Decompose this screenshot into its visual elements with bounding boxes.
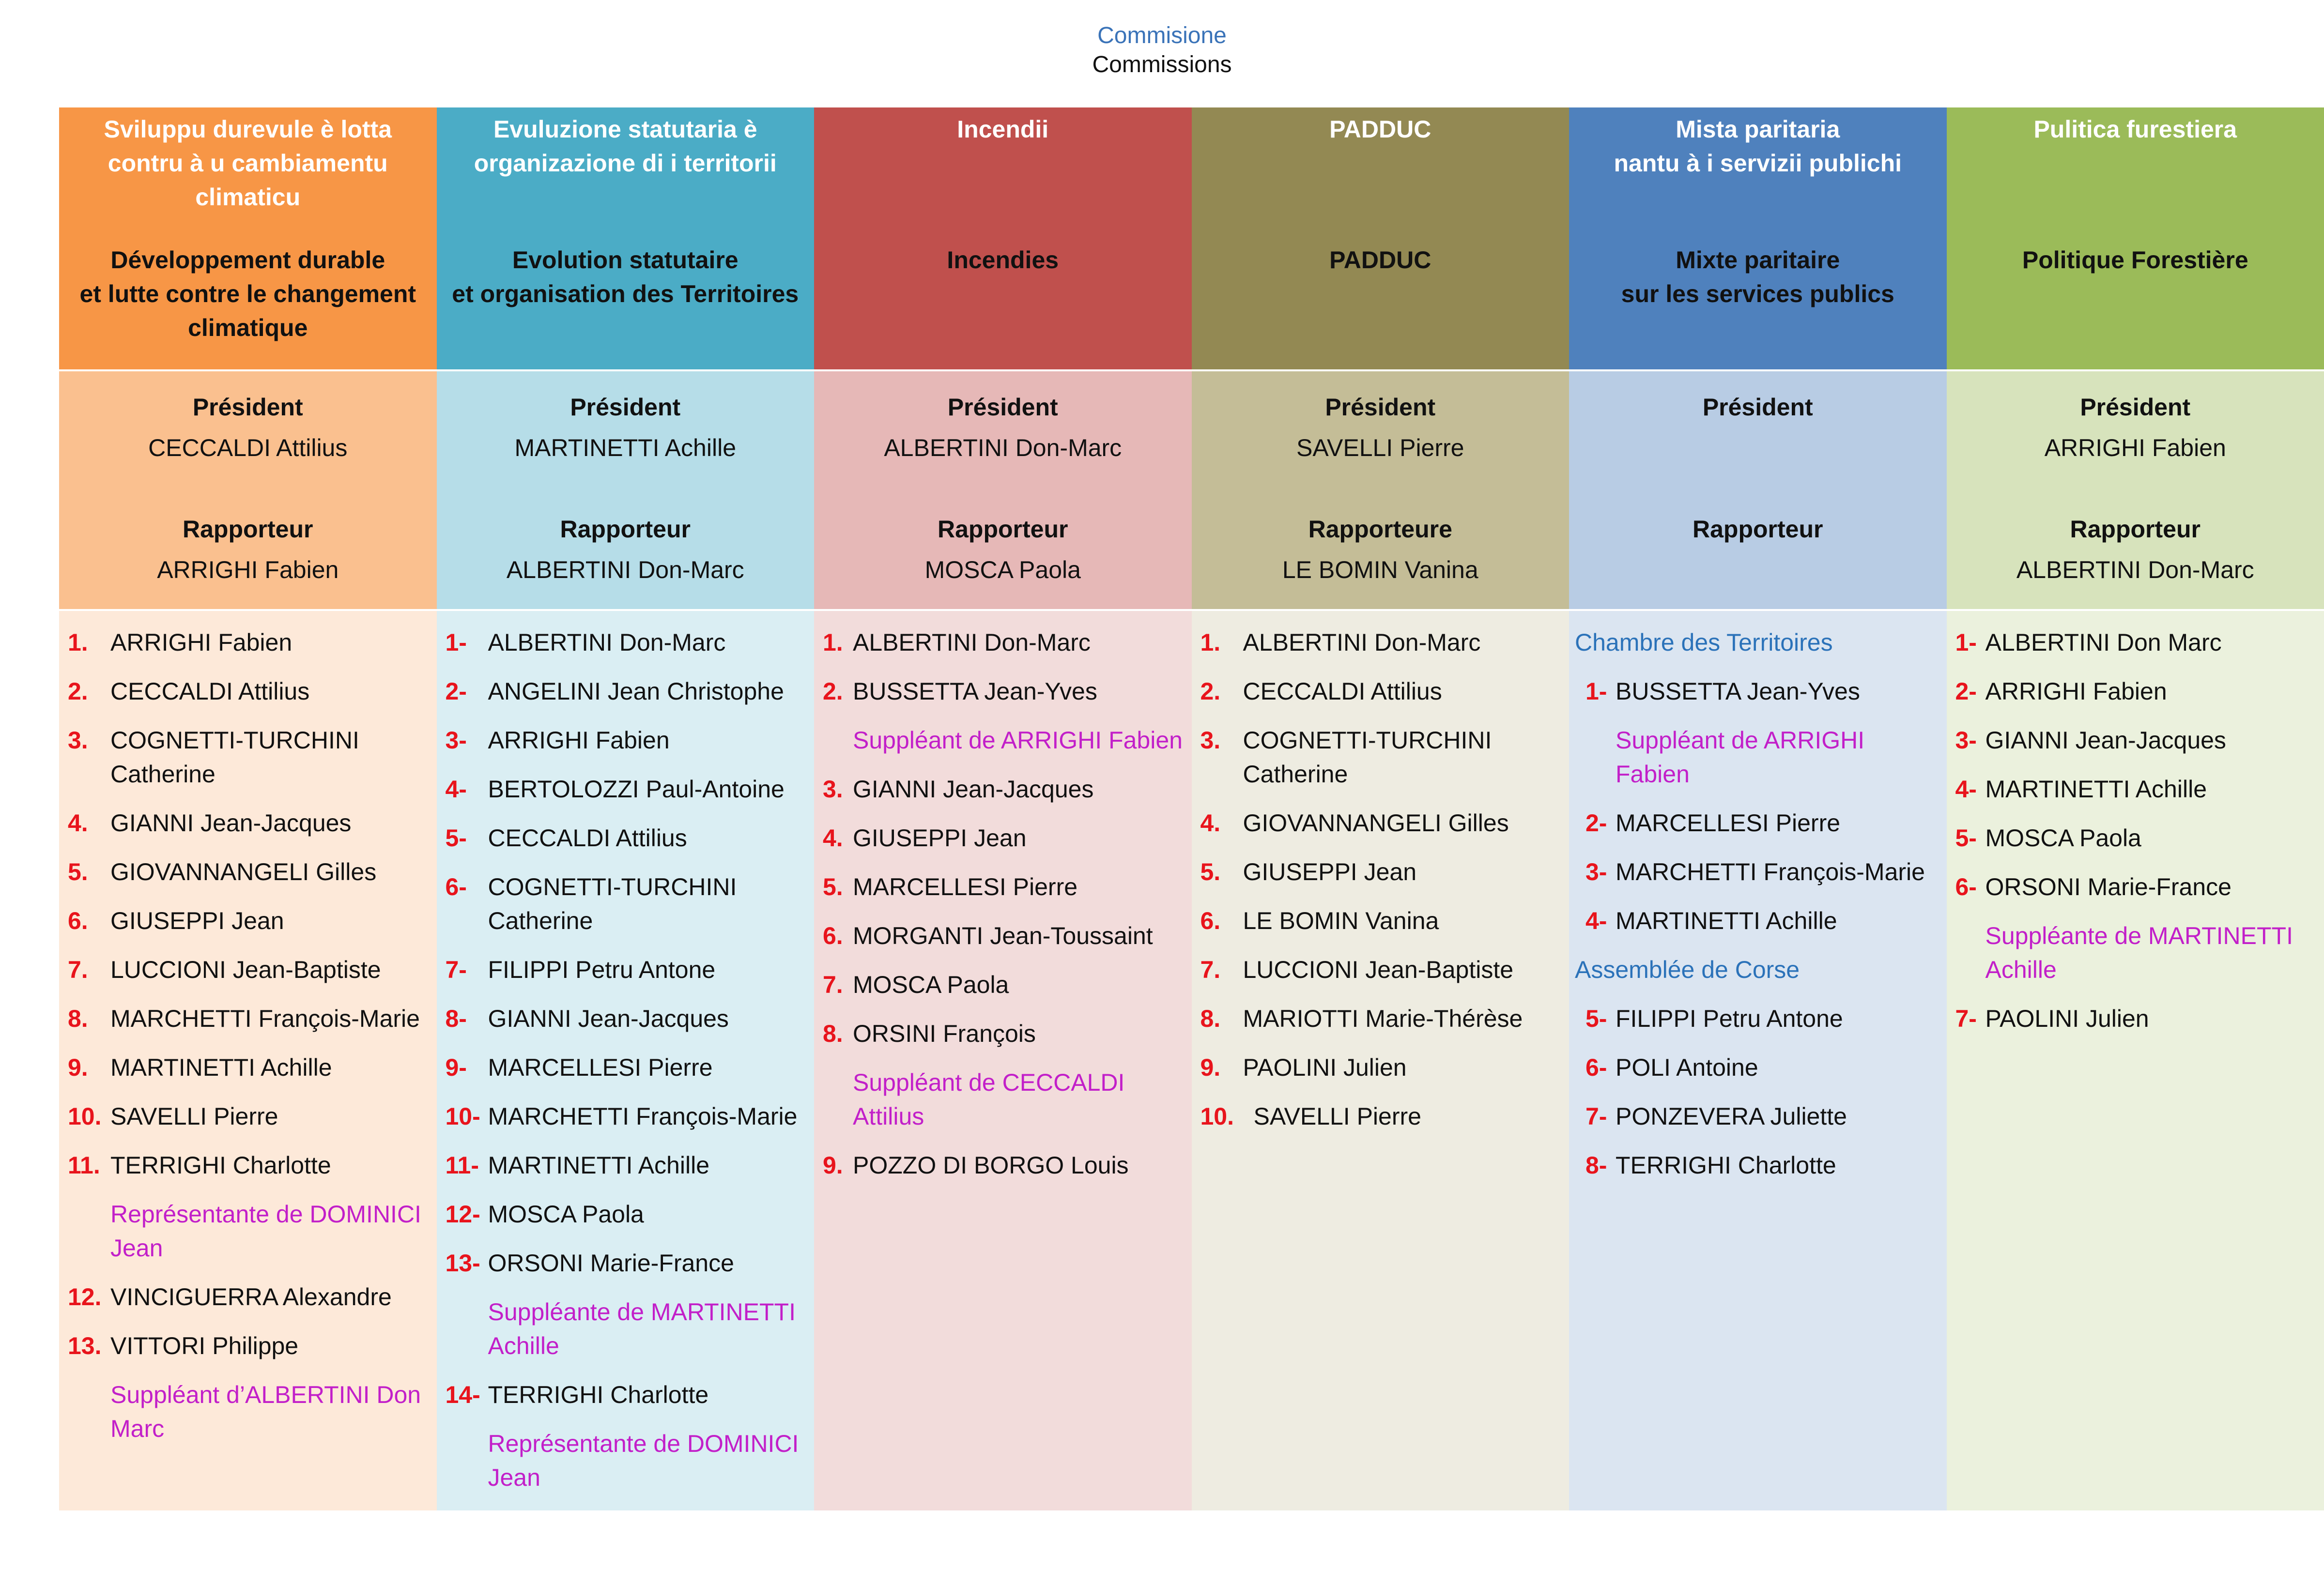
rapporteur-name: LE BOMIN Vanina: [1282, 556, 1478, 583]
member-name: CECCALDI Attilius: [488, 824, 687, 852]
member-number: 2-: [1585, 809, 1607, 837]
president-label: Président: [1325, 394, 1436, 421]
corsican-title-line: Sviluppu durevule è lotta: [104, 116, 392, 143]
member-name: MOSCA Paola: [853, 971, 1009, 998]
member-name: BUSSETTA Jean-Yves: [1616, 678, 1860, 705]
french-title-line: PADDUC: [1329, 246, 1431, 274]
corsican-title-line: organizazione di i territorii: [474, 150, 777, 177]
member-note: Suppléant de ARRIGHI Fabien: [1616, 727, 1865, 788]
member-number: 4.: [1200, 809, 1221, 837]
corsican-title-line: Evuluzione statutaria è: [493, 116, 757, 143]
member-number: 2.: [68, 678, 88, 705]
list-item: [823, 674, 1187, 708]
member-number: 2-: [445, 678, 467, 705]
member-number: 2.: [1200, 678, 1221, 705]
member-number: 9.: [823, 1152, 843, 1179]
list-item: [823, 821, 1187, 855]
list-item: [1955, 723, 2320, 757]
corsican-title-line: PADDUC: [1329, 116, 1431, 143]
member-number: 5.: [1200, 858, 1221, 885]
list-item: [1575, 674, 1942, 708]
member-name: POLI Antoine: [1616, 1054, 1758, 1081]
list-item: [1200, 904, 1565, 938]
commission-joint-public-services: [1569, 107, 1947, 1510]
member-name: SAVELLI Pierre: [1253, 1103, 1421, 1130]
member-number: 7-: [445, 956, 467, 983]
list-item: [1200, 806, 1565, 840]
member-number: 4.: [823, 824, 843, 852]
list-item: [1955, 870, 2320, 904]
rapporteur-label: Rapporteure: [1308, 516, 1452, 543]
member-note: Suppléante de MARTINETTI Achille: [488, 1298, 796, 1359]
commission-statutory-evolution: [437, 107, 815, 1510]
commission-officers: [814, 371, 1192, 611]
member-number: 9.: [68, 1054, 88, 1081]
member-name: MARTINETTI Achille: [1616, 907, 1837, 934]
corsican-title-line: climaticu: [195, 183, 301, 211]
section-heading: Assemblée de Corse: [1575, 956, 1800, 983]
list-item: [68, 1329, 432, 1363]
member-name: TERRIGHI Charlotte: [1616, 1152, 1836, 1179]
member-number: 2-: [1955, 678, 1977, 705]
member-list: [59, 611, 437, 1510]
member-name: MORGANTI Jean-Toussaint: [853, 922, 1153, 949]
member-name: VINCIGUERRA Alexandre: [110, 1283, 392, 1311]
member-list: [1192, 611, 1570, 1510]
list-item: [823, 625, 1187, 659]
list-item: [1575, 806, 1942, 840]
commission-header: [437, 107, 815, 371]
member-number: 7.: [823, 971, 843, 998]
member-name: TERRIGHI Charlotte: [488, 1381, 709, 1408]
french-title-line: Evolution statutaire: [512, 246, 739, 274]
list-item: [1955, 625, 2320, 659]
french-title-line: Politique Forestière: [2022, 246, 2248, 274]
member-note: Représentante de DOMINICI Jean: [488, 1430, 799, 1491]
title-french: Commissions: [1092, 52, 1232, 77]
rapporteur-label: Rapporteur: [2070, 516, 2201, 543]
member-name: ALBERTINI Don-Marc: [1243, 629, 1481, 656]
member-name: FILIPPI Petru Antone: [488, 956, 716, 983]
member-name: GIOVANNANGELI Gilles: [110, 858, 377, 885]
member-name: MARCELLESI Pierre: [853, 873, 1078, 900]
list-item: [68, 1002, 432, 1036]
commission-officers: [59, 371, 437, 611]
member-note: Suppléant de ARRIGHI Fabien: [853, 727, 1183, 754]
rapporteur-name: ARRIGHI Fabien: [157, 556, 339, 583]
member-number: 10.: [1200, 1103, 1234, 1130]
member-number: 12.: [68, 1283, 102, 1311]
list-item: [1200, 1002, 1565, 1036]
member-name: ANGELINI Jean Christophe: [488, 678, 784, 705]
french-title-line: Développement durable: [110, 246, 385, 274]
member-name: ALBERTINI Don-Marc: [853, 629, 1091, 656]
member-number: 3.: [1200, 727, 1221, 754]
list-item: [1955, 821, 2320, 855]
member-number: 8.: [68, 1005, 88, 1032]
member-number: 5.: [823, 873, 843, 900]
section-heading: Chambre des Territoires: [1575, 629, 1833, 656]
commission-fires: [814, 107, 1192, 1510]
list-item: [446, 953, 810, 987]
member-number: 7.: [68, 956, 88, 983]
list-item: [823, 1148, 1187, 1182]
list-item: [1200, 1099, 1565, 1133]
president-label: Président: [2080, 394, 2191, 421]
member-number: 10.: [68, 1103, 102, 1130]
member-name: GIOVANNANGELI Gilles: [1243, 809, 1509, 837]
list-item: [68, 1051, 432, 1084]
member-number: 5.: [68, 858, 88, 885]
member-number: 1.: [1200, 629, 1221, 656]
member-name: PAOLINI Julien: [1985, 1005, 2149, 1032]
list-item: [68, 625, 432, 659]
member-name: MARCELLESI Pierre: [488, 1054, 713, 1081]
list-item: [1575, 1148, 1942, 1182]
list-item: [446, 1197, 810, 1231]
member-note: Suppléant d’ALBERTINI Don Marc: [110, 1381, 421, 1442]
list-item: [1200, 723, 1565, 791]
member-number: 14-: [445, 1381, 480, 1408]
member-name: ARRIGHI Fabien: [488, 727, 670, 754]
list-item: [446, 1051, 810, 1084]
list-item: [446, 723, 810, 757]
member-number: 1-: [1585, 678, 1607, 705]
member-number: 4-: [1585, 907, 1607, 934]
member-note: Représentante de DOMINICI Jean: [110, 1201, 421, 1262]
commissions-grid: [59, 107, 2324, 1510]
member-name: PONZEVERA Juliette: [1616, 1103, 1847, 1130]
member-name: MOSCA Paola: [488, 1201, 644, 1228]
member-number: 6.: [1200, 907, 1221, 934]
list-item: [1575, 1002, 1942, 1036]
list-item: [823, 919, 1187, 953]
member-name: COGNETTI-TURCHINI Catherine: [1243, 727, 1492, 788]
commission-officers: [437, 371, 815, 611]
member-note: Suppléante de MARTINETTI Achille: [1985, 922, 2293, 983]
member-number: 4.: [68, 809, 88, 837]
list-item: [446, 870, 810, 938]
member-name: VITTORI Philippe: [110, 1332, 299, 1359]
member-number: 4-: [445, 776, 467, 803]
commission-officers: [1947, 371, 2324, 611]
commission-header: [1569, 107, 1947, 371]
member-number: 6-: [1585, 1054, 1607, 1081]
member-name: GIUSEPPI Jean: [110, 907, 284, 934]
president-label: Président: [570, 394, 681, 421]
member-name: MARCHETTI François-Marie: [110, 1005, 420, 1032]
list-item: [1200, 625, 1565, 659]
member-number: 3-: [1955, 727, 1977, 754]
member-name: FILIPPI Petru Antone: [1616, 1005, 1843, 1032]
member-name: MARTINETTI Achille: [1985, 776, 2207, 803]
list-item: [1955, 1002, 2320, 1036]
list-item: [1575, 904, 1942, 938]
list-item: [1575, 1099, 1942, 1133]
list-item: [1200, 674, 1565, 708]
list-item: [68, 953, 432, 987]
commission-header: [814, 107, 1192, 371]
list-item: [446, 772, 810, 806]
member-number: 7-: [1585, 1103, 1607, 1130]
member-number: 6.: [68, 907, 88, 934]
president-label: Président: [1702, 394, 1813, 421]
list-item: [446, 1378, 810, 1412]
member-name: ORSONI Marie-France: [488, 1250, 734, 1277]
member-name: ALBERTINI Don-Marc: [488, 629, 726, 656]
member-number: 1.: [823, 629, 843, 656]
member-number: 6-: [445, 873, 467, 900]
french-title-line: climatique: [188, 314, 308, 341]
list-item: [446, 1099, 810, 1133]
list-item: [68, 723, 432, 791]
president-name: CECCALDI Attilius: [148, 434, 348, 461]
list-item: [68, 674, 432, 708]
corsican-title-line: Incendii: [957, 116, 1049, 143]
list-item: [1200, 953, 1565, 987]
list-item: [823, 968, 1187, 1002]
member-name: COGNETTI-TURCHINI Catherine: [488, 873, 737, 934]
president-label: Président: [192, 394, 303, 421]
member-name: ALBERTINI Don Marc: [1985, 629, 2222, 656]
member-number: 6-: [1955, 873, 1977, 900]
member-number: 8.: [1200, 1005, 1221, 1032]
list-item: [446, 1148, 810, 1182]
rapporteur-name: ALBERTINI Don-Marc: [2016, 556, 2254, 583]
rapporteur-name: ALBERTINI Don-Marc: [506, 556, 744, 583]
corsican-title-line: Pulitica furestiera: [2033, 116, 2237, 143]
title-block: [0, 21, 2324, 79]
member-name: MARTINETTI Achille: [110, 1054, 332, 1081]
commission-header: [1192, 107, 1570, 371]
member-name: MARTINETTI Achille: [488, 1152, 709, 1179]
member-number: 10-: [445, 1103, 480, 1130]
member-name: MOSCA Paola: [1985, 824, 2141, 852]
list-item: [68, 904, 432, 938]
member-name: LUCCIONI Jean-Baptiste: [1243, 956, 1514, 983]
member-name: CECCALDI Attilius: [110, 678, 310, 705]
member-name: BERTOLOZZI Paul-Antoine: [488, 776, 785, 803]
member-name: SAVELLI Pierre: [110, 1103, 278, 1130]
corsican-title-line: nantu à i servizii publichi: [1614, 150, 1902, 177]
member-name: POZZO DI BORGO Louis: [853, 1152, 1129, 1179]
member-name: ORSINI François: [853, 1020, 1036, 1047]
list-item: [68, 806, 432, 840]
list-item: [1955, 772, 2320, 806]
member-name: PAOLINI Julien: [1243, 1054, 1407, 1081]
member-number: 5-: [1955, 824, 1977, 852]
member-name: MARCELLESI Pierre: [1616, 809, 1841, 837]
member-number: 7.: [1200, 956, 1221, 983]
french-title-line: Incendies: [947, 246, 1059, 274]
member-name: GIANNI Jean-Jacques: [488, 1005, 729, 1032]
member-number: 13-: [445, 1250, 480, 1277]
commission-padduc: [1192, 107, 1570, 1510]
list-item: [1575, 1051, 1942, 1084]
president-name: SAVELLI Pierre: [1296, 434, 1464, 461]
member-number: 13.: [68, 1332, 102, 1359]
member-number: 11.: [68, 1152, 100, 1179]
member-name: TERRIGHI Charlotte: [110, 1152, 331, 1179]
member-list: [437, 611, 815, 1510]
list-item: [1955, 674, 2320, 708]
member-name: ARRIGHI Fabien: [1985, 678, 2167, 705]
title-corsican: Commisione: [1097, 23, 1227, 48]
member-number: 9.: [1200, 1054, 1221, 1081]
president-label: Président: [947, 394, 1058, 421]
member-name: MARIOTTI Marie-Thérèse: [1243, 1005, 1523, 1032]
commission-header: [1947, 107, 2324, 371]
member-number: 2.: [823, 678, 843, 705]
president-name: ARRIGHI Fabien: [2044, 434, 2226, 461]
member-name: ORSONI Marie-France: [1985, 873, 2232, 900]
member-number: 3-: [1585, 858, 1607, 885]
list-item: [446, 821, 810, 855]
list-item: [446, 674, 810, 708]
member-name: GIANNI Jean-Jacques: [853, 776, 1094, 803]
member-number: 3.: [68, 727, 88, 754]
member-list: [1947, 611, 2324, 1510]
rapporteur-label: Rapporteur: [183, 516, 313, 543]
member-number: 9-: [445, 1054, 467, 1081]
list-item: [823, 772, 1187, 806]
member-list: [814, 611, 1192, 1510]
member-name: LUCCIONI Jean-Baptiste: [110, 956, 381, 983]
member-number: 3-: [445, 727, 467, 754]
member-list: [1569, 611, 1947, 1510]
member-number: 4-: [1955, 776, 1977, 803]
list-item: [68, 1148, 432, 1182]
rapporteur-label: Rapporteur: [560, 516, 691, 543]
commission-officers: [1569, 371, 1947, 611]
list-item: [68, 855, 432, 889]
member-name: GIUSEPPI Jean: [1243, 858, 1416, 885]
list-item: [1200, 855, 1565, 889]
member-number: 6.: [823, 922, 843, 949]
member-number: 5-: [445, 824, 467, 852]
commission-header: [59, 107, 437, 371]
list-item: [446, 1246, 810, 1280]
member-name: GIANNI Jean-Jacques: [110, 809, 352, 837]
member-number: 8-: [445, 1005, 467, 1032]
list-item: [446, 1002, 810, 1036]
member-name: LE BOMIN Vanina: [1243, 907, 1439, 934]
corsican-title-line: Mista paritaria: [1676, 116, 1840, 143]
commission-forest-policy: [1947, 107, 2324, 1510]
member-name: GIANNI Jean-Jacques: [1985, 727, 2226, 754]
president-name: [1576, 427, 1940, 468]
member-number: 8-: [1585, 1152, 1607, 1179]
member-note: Suppléant de CECCALDI Attilius: [853, 1069, 1125, 1130]
member-number: 1-: [1955, 629, 1977, 656]
member-number: 7-: [1955, 1005, 1977, 1032]
list-item: [823, 870, 1187, 904]
president-name: MARTINETTI Achille: [514, 434, 736, 461]
rapporteur-name: MOSCA Paola: [924, 556, 1081, 583]
member-name: MARCHETTI François-Marie: [488, 1103, 798, 1130]
list-item: [1200, 1051, 1565, 1084]
french-title-line: et organisation des Territoires: [452, 280, 799, 307]
commission-sustainable-development: [59, 107, 437, 1510]
member-number: 1-: [445, 629, 467, 656]
corsican-title-line: contru à u cambiamentu: [108, 150, 388, 177]
member-number: 1.: [68, 629, 88, 656]
list-item: [1575, 855, 1942, 889]
french-title-line: Mixte paritaire: [1676, 246, 1840, 274]
member-name: BUSSETTA Jean-Yves: [853, 678, 1097, 705]
member-name: GIUSEPPI Jean: [853, 824, 1027, 852]
member-number: 11-: [445, 1152, 479, 1179]
member-number: 12-: [445, 1201, 480, 1228]
member-number: 5-: [1585, 1005, 1607, 1032]
member-name: COGNETTI-TURCHINI Catherine: [110, 727, 359, 788]
commission-officers: [1192, 371, 1570, 611]
member-name: ARRIGHI Fabien: [110, 629, 292, 656]
rapporteur-label: Rapporteur: [938, 516, 1068, 543]
list-item: [68, 1099, 432, 1133]
member-number: 8.: [823, 1020, 843, 1047]
member-number: 3.: [823, 776, 843, 803]
rapporteur-label: Rapporteur: [1693, 516, 1823, 543]
list-item: [823, 1017, 1187, 1051]
member-name: CECCALDI Attilius: [1243, 678, 1442, 705]
member-name: MARCHETTI François-Marie: [1616, 858, 1925, 885]
list-item: [68, 1280, 432, 1314]
french-title-line: sur les services publics: [1621, 280, 1894, 307]
president-name: ALBERTINI Don-Marc: [884, 434, 1122, 461]
list-item: [446, 625, 810, 659]
french-title-line: et lutte contre le changement: [79, 280, 416, 307]
